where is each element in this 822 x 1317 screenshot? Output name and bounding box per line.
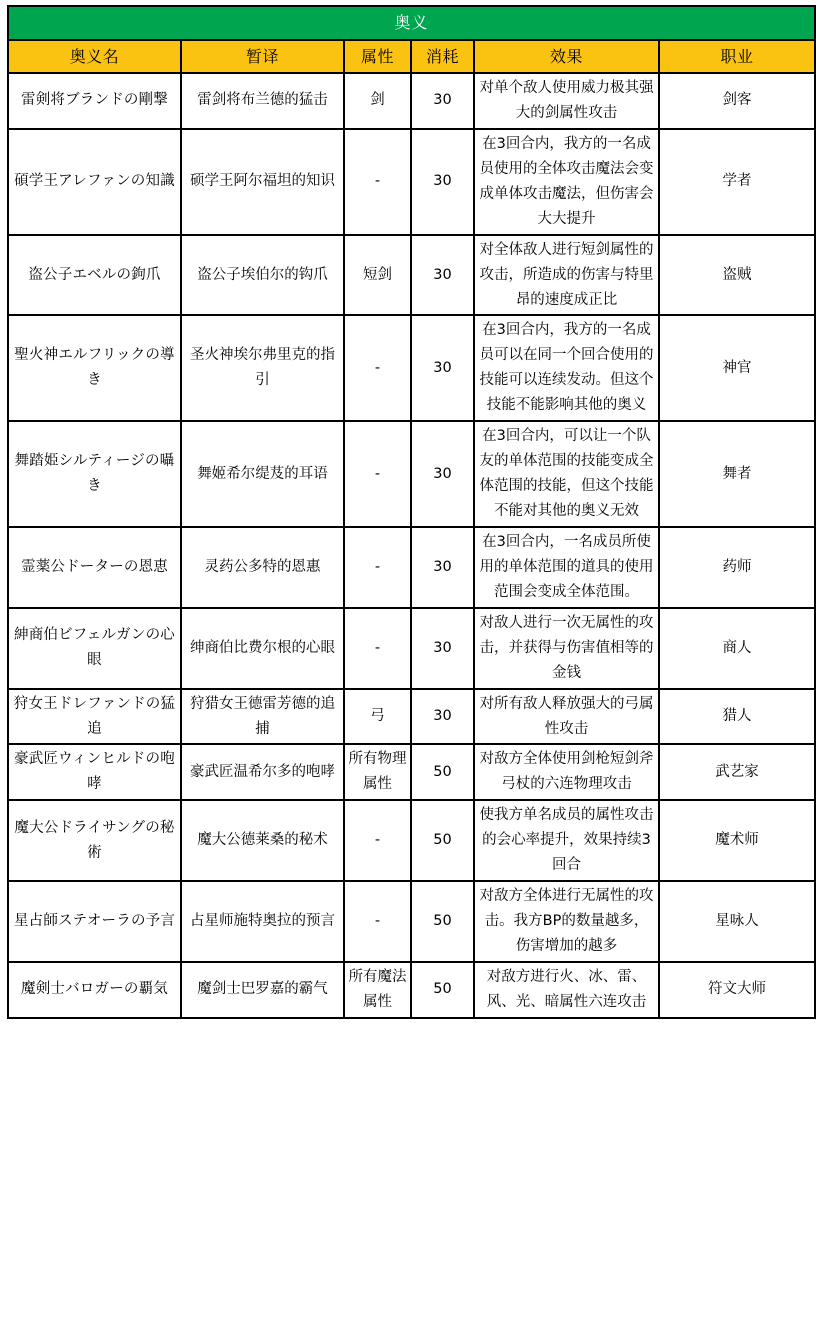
cell-effect[interactable]: 对单个敌人使用威力极其强大的剑属性攻击 [474,73,659,129]
table-row [8,527,815,608]
cell-name[interactable]: 盗公子エベルの鉤爪 [8,235,181,316]
table-row [8,744,815,800]
cell-attr[interactable]: - [344,800,411,881]
cell-attr[interactable]: 剑 [344,73,411,129]
cell-cost[interactable]: 30 [411,315,474,421]
cell-job[interactable]: 魔术师 [659,800,815,881]
cell-trans[interactable]: 狩猎女王德雷芳德的追捕 [181,689,344,745]
table-title: 奥义 [8,6,815,40]
table-row [8,608,815,689]
cell-job[interactable]: 舞者 [659,421,815,527]
cell-cost[interactable]: 30 [411,421,474,527]
cell-effect[interactable]: 对所有敌人释放强大的弓属性攻击 [474,689,659,745]
cell-cost[interactable]: 50 [411,800,474,881]
cell-cost[interactable]: 50 [411,744,474,800]
skills-table [7,5,816,1019]
table-row [8,129,815,235]
cell-job[interactable]: 神官 [659,315,815,421]
cell-effect[interactable]: 对全体敌人进行短剑属性的攻击，所造成的伤害与特里昂的速度成正比 [474,235,659,316]
cell-effect[interactable]: 对敌方全体使用剑枪短剑斧弓杖的六连物理攻击 [474,744,659,800]
cell-trans[interactable]: 灵药公多特的恩惠 [181,527,344,608]
cell-effect[interactable]: 对敌人进行一次无属性的攻击，并获得与伤害值相等的金钱 [474,608,659,689]
cell-trans[interactable]: 魔剑士巴罗嘉的霸气 [181,962,344,1018]
column-header-job[interactable]: 职业 [659,40,815,73]
cell-trans[interactable]: 雷剑将布兰德的猛击 [181,73,344,129]
cell-effect[interactable]: 在3回合内，我方的一名成员可以在同一个回合使用的技能可以连续发动。但这个技能不能影响其他的奥义 [474,315,659,421]
cell-effect[interactable]: 使我方单名成员的属性攻击的会心率提升，效果持续3回合 [474,800,659,881]
table-row [8,235,815,316]
cell-trans[interactable]: 魔大公德莱桑的秘术 [181,800,344,881]
cell-cost[interactable]: 50 [411,881,474,962]
cell-job[interactable]: 剑客 [659,73,815,129]
cell-name[interactable]: 魔大公ドライサングの秘術 [8,800,181,881]
cell-effect[interactable]: 在3回合内，一名成员所使用的单体范围的道具的使用范围会变成全体范围。 [474,527,659,608]
cell-job[interactable]: 盗贼 [659,235,815,316]
cell-attr[interactable]: - [344,881,411,962]
table-row [8,73,815,129]
table-header-row [8,40,815,73]
cell-trans[interactable]: 盗公子埃伯尔的钩爪 [181,235,344,316]
cell-name[interactable]: 豪武匠ウィンヒルドの咆哮 [8,744,181,800]
table-row [8,689,815,745]
cell-trans[interactable]: 硕学王阿尔福坦的知识 [181,129,344,235]
cell-cost[interactable]: 30 [411,608,474,689]
cell-attr[interactable]: 所有物理属性 [344,744,411,800]
table-head [8,6,815,73]
cell-cost[interactable]: 30 [411,527,474,608]
column-header-cost[interactable]: 消耗 [411,40,474,73]
cell-trans[interactable]: 圣火神埃尔弗里克的指引 [181,315,344,421]
cell-cost[interactable]: 30 [411,689,474,745]
cell-attr[interactable]: 所有魔法属性 [344,962,411,1018]
cell-cost[interactable]: 30 [411,73,474,129]
cell-attr[interactable]: - [344,421,411,527]
table-row [8,881,815,962]
cell-name[interactable]: 聖火神エルフリックの導き [8,315,181,421]
cell-job[interactable]: 药师 [659,527,815,608]
cell-trans[interactable]: 豪武匠温希尔多的咆哮 [181,744,344,800]
column-header-attr[interactable]: 属性 [344,40,411,73]
cell-name[interactable]: 狩女王ドレファンドの猛追 [8,689,181,745]
cell-job[interactable]: 猎人 [659,689,815,745]
cell-cost[interactable]: 50 [411,962,474,1018]
cell-attr[interactable]: 弓 [344,689,411,745]
cell-trans[interactable]: 绅商伯比费尔根的心眼 [181,608,344,689]
cell-cost[interactable]: 30 [411,129,474,235]
cell-attr[interactable]: - [344,527,411,608]
cell-name[interactable]: 星占師ステオーラの予言 [8,881,181,962]
column-header-name[interactable]: 奥义名 [8,40,181,73]
cell-cost[interactable]: 30 [411,235,474,316]
cell-effect[interactable]: 对敌方进行火、冰、雷、风、光、暗属性六连攻击 [474,962,659,1018]
table-row [8,962,815,1018]
cell-job[interactable]: 星咏人 [659,881,815,962]
cell-trans[interactable]: 占星师施特奥拉的预言 [181,881,344,962]
cell-name[interactable]: 舞踏姫シルティージの囁き [8,421,181,527]
table-title-row [8,6,815,40]
cell-trans[interactable]: 舞姬希尔缇芨的耳语 [181,421,344,527]
table-row [8,421,815,527]
cell-job[interactable]: 符文大师 [659,962,815,1018]
cell-name[interactable]: 雷剣将ブランドの剛撃 [8,73,181,129]
cell-effect[interactable]: 在3回合内，我方的一名成员使用的全体攻击魔法会变成单体攻击魔法，但伤害会大大提升 [474,129,659,235]
cell-name[interactable]: 霊薬公ドーターの恩恵 [8,527,181,608]
table-body [8,73,815,1018]
cell-attr[interactable]: - [344,129,411,235]
cell-effect[interactable]: 在3回合内，可以让一个队友的单体范围的技能变成全体范围的技能，但这个技能不能对其他的奥义无效 [474,421,659,527]
column-header-trans[interactable]: 暂译 [181,40,344,73]
cell-name[interactable]: 碩学王アレファンの知識 [8,129,181,235]
cell-job[interactable]: 武艺家 [659,744,815,800]
cell-attr[interactable]: - [344,608,411,689]
cell-name[interactable]: 魔剣士バロガーの覇気 [8,962,181,1018]
cell-name[interactable]: 紳商伯ビフェルガンの心眼 [8,608,181,689]
cell-job[interactable]: 学者 [659,129,815,235]
column-header-effect[interactable]: 效果 [474,40,659,73]
cell-attr[interactable]: 短剑 [344,235,411,316]
cell-effect[interactable]: 对敌方全体进行无属性的攻击。我方BP的数量越多，伤害增加的越多 [474,881,659,962]
table-row [8,800,815,881]
cell-attr[interactable]: - [344,315,411,421]
cell-job[interactable]: 商人 [659,608,815,689]
table-row [8,315,815,421]
